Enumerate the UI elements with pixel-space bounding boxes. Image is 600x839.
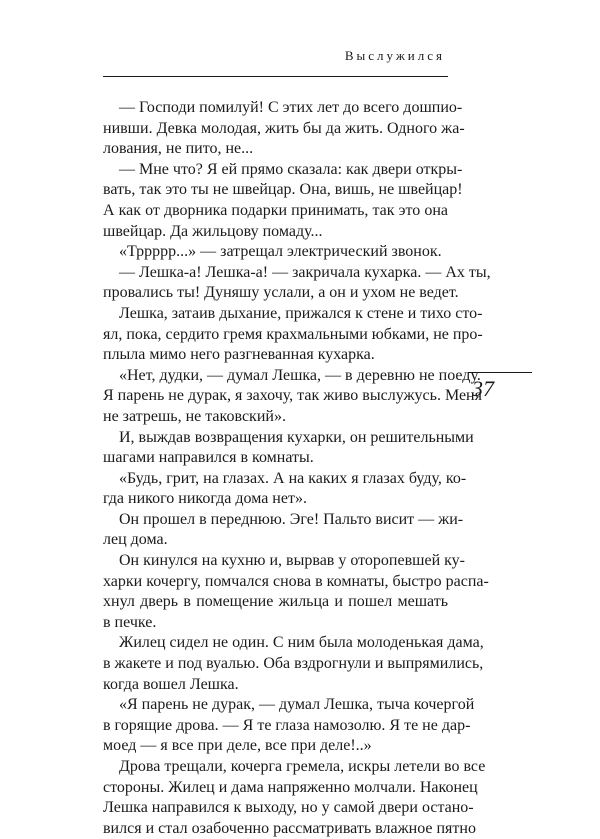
text-line: гда никого никогда дома нет». xyxy=(103,490,307,508)
text-line: А как от дворника подарки принимать, так это она xyxy=(103,201,448,219)
text-line: шагами направился в комнаты. xyxy=(103,449,314,467)
running-head: Выслужился xyxy=(344,48,445,63)
text-line: И, выждав возвращения кухарки, он решительными xyxy=(119,428,474,446)
text-line: моед — я все при деле, все при деле!..» xyxy=(103,737,372,755)
text-line: — Мне что? Я ей прямо сказала: как двери откры- xyxy=(119,160,463,178)
text-line: «Нет, дудки, — думал Лешка, — в деревню не поеду. xyxy=(119,366,481,384)
text-line: лец дома. xyxy=(103,531,168,549)
text-line: в печке. xyxy=(103,613,157,631)
text-line: провались ты! Дуняшу услали, а он и ухом не ведет. xyxy=(103,284,459,302)
text-line: — Лешка-а! Лешка-а! — закричала кухарка. — Ах ты, xyxy=(119,263,491,281)
text-line: «Будь, грит, на глазах. А на каких я глазах буду, ко- xyxy=(119,469,467,487)
text-line: Лешка, затаив дыхание, прижался к стене и тихо сто- xyxy=(119,304,483,322)
page-number: 37 xyxy=(472,376,494,401)
text-line: в жакете и под вуалью. Оба вздрогнули и выпрямились, xyxy=(103,655,484,673)
text-line: — Господи помилуй! С этих лет до всего дошпио- xyxy=(119,99,463,116)
text-line: швейцар. Да жильцову помаду... xyxy=(103,222,323,240)
text-line: в горящие дрова. — Я те глаза намозолю. Я те не дар- xyxy=(103,716,471,734)
text-line: ял, пока, сердито гремя крахмальными юбками, не про- xyxy=(103,325,483,343)
text-line: вился и стал озабоченно рассматривать влажное пятно xyxy=(103,819,476,837)
page-number-rule xyxy=(468,372,532,373)
text-line: плыла мимо него разгневанная кухарка. xyxy=(103,346,375,364)
text-line: Он кинулся на кухню и, вырвав у оторопевшей ку- xyxy=(119,552,465,570)
text-line: Дрова трещали, кочерга гремела, искры летели во все xyxy=(119,758,486,775)
text-line: Я парень не дурак, я захочу, так живо выслужусь. Меня xyxy=(103,387,482,405)
text-line: когда вошел Лешка. xyxy=(103,675,239,693)
text-line: Он прошел в переднюю. Эге! Пальто висит — жи- xyxy=(119,510,464,528)
text-line: Лешка направился к выходу, но у самой двери остано- xyxy=(103,799,474,817)
text-line: хнул дверь в помещение жильца и пошел мешать xyxy=(103,593,448,611)
text-line: харки кочергу, помчался снова в комнаты, быстро распа- xyxy=(103,572,489,590)
header-rule xyxy=(103,76,448,77)
text-line: стороны. Жилец и дама напряженно молчали. Наконец xyxy=(103,778,478,796)
text-line: лования, не пито, не... xyxy=(103,140,254,158)
text-line: «Тррррр...» — затрещал электрический звонок. xyxy=(119,243,442,261)
text-line: не затрешь, не таковский». xyxy=(103,407,286,425)
text-line: вать, так это ты не швейцар. Она, вишь, не швейцар! xyxy=(103,181,463,199)
text-line: Жилец сидел не один. С ним была молоденькая дама, xyxy=(119,634,484,652)
text-line: нивши. Девка молодая, жить бы да жить. Одного жа- xyxy=(103,119,465,137)
text-line: «Я парень не дурак, — думал Лешка, тыча кочергой xyxy=(119,696,475,714)
